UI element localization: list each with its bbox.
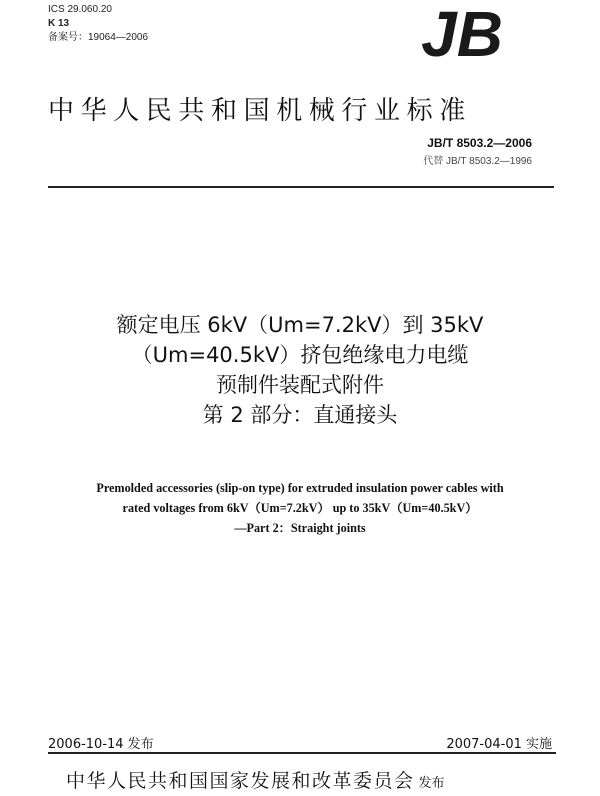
standard-number: JB/T 8503.2—2006 bbox=[427, 136, 532, 150]
title-cn-line-3: 预制件装配式附件 bbox=[216, 373, 384, 397]
title-en-line-2: rated voltages from 6kV（Um=7.2kV） up to 35kV（Um=40.5kV） bbox=[122, 501, 478, 515]
class-code: K 13 bbox=[48, 18, 70, 29]
issuer bbox=[66, 766, 445, 793]
implementation-date: 2007-04-01 实施 bbox=[446, 737, 552, 752]
title-cn-line-4: 第 2 部分：直通接头 bbox=[202, 403, 398, 427]
issue-date: 2006-10-14 发布 bbox=[48, 737, 154, 752]
org-title: 中华人民共和国机械行业标准 bbox=[48, 96, 472, 126]
replaces-note: 代替 JB/T 8503.2—1996 bbox=[423, 156, 532, 167]
title-en-line-1: Premolded accessories (slip-on type) for extruded insulation power cables with bbox=[96, 481, 504, 495]
bottom-divider bbox=[48, 752, 556, 754]
title-en-line-3: —Part 2：Straight joints bbox=[234, 521, 366, 535]
record-number: 备案号：19064—2006 bbox=[48, 32, 149, 43]
ics-code: ICS 29.060.20 bbox=[48, 4, 112, 15]
standard-number-block bbox=[423, 136, 532, 167]
issuer-suffix: 发布 bbox=[418, 776, 445, 791]
top-divider bbox=[48, 186, 554, 188]
jb-logo-text: JB bbox=[421, 6, 503, 60]
header-meta bbox=[48, 3, 148, 45]
english-title bbox=[0, 478, 600, 538]
title-cn-line-1: 额定电压 6kV（Um=7.2kV）到 35kV bbox=[116, 313, 484, 337]
chinese-title bbox=[0, 310, 600, 430]
title-cn-line-2: （Um=40.5kV）挤包绝缘电力电缆 bbox=[131, 343, 469, 367]
jb-logo bbox=[404, 6, 520, 60]
issuer-name: 中华人民共和国国家发展和改革委员会 bbox=[66, 770, 415, 792]
